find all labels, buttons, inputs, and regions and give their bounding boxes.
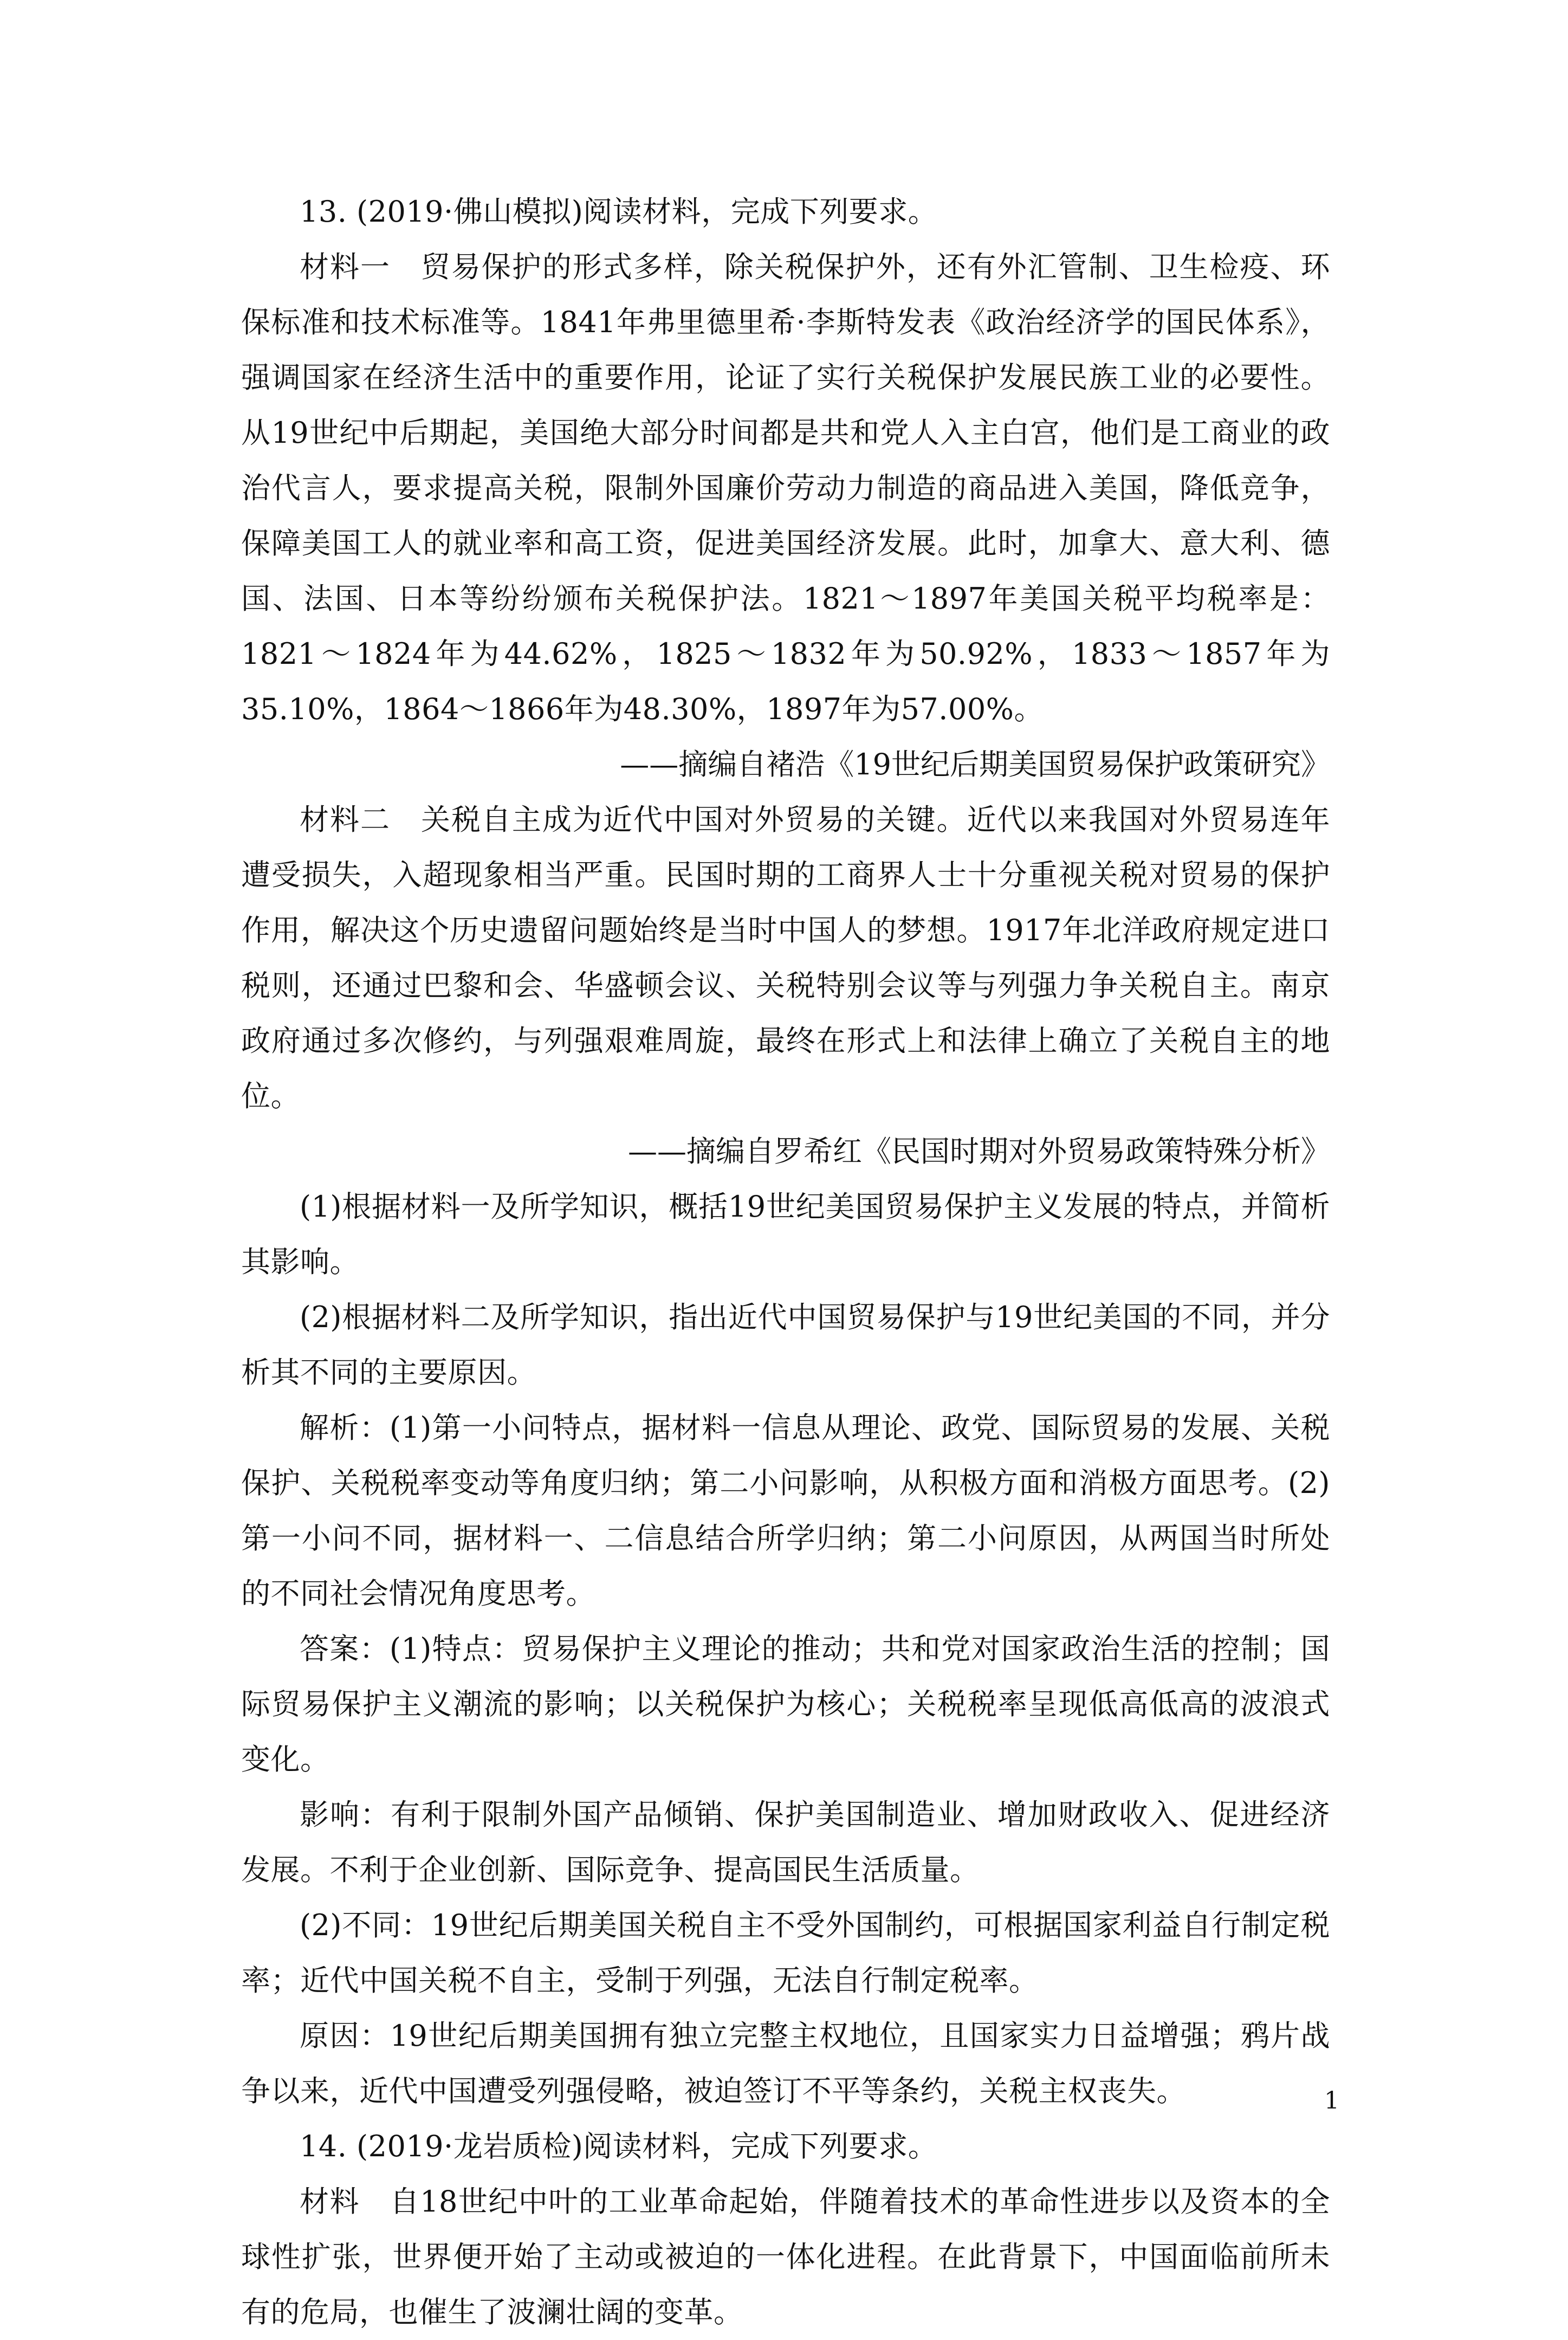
q14-header: 14. (2019·龙岩质检)阅读材料，完成下列要求。 bbox=[300, 2129, 938, 2163]
q13-header: 13. (2019·佛山模拟)阅读材料，完成下列要求。 bbox=[300, 195, 938, 229]
q13-question-1: (1)根据材料一及所学知识，概括19世纪美国贸易保护主义发展的特点，并简析其影响。 bbox=[241, 1190, 1330, 1279]
q13-reason: 原因：19世纪后期美国拥有独立完整主权地位，且国家实力日益增强；鸦片战争以来，近代中国遭受列强侵略，被迫签订不平等条约，关税主权丧失。 bbox=[241, 2019, 1330, 2108]
q13-answer-1: 答案：(1)特点：贸易保护主义理论的推动；共和党对国家政治生活的控制；国际贸易保护主义潮流的影响；以关税保护为核心；关税税率呈现低高低高的波浪式变化。 bbox=[241, 1632, 1330, 1776]
q13-material-2: 材料二 关税自主成为近代中国对外贸易的关键。近代以来我国对外贸易连年遭受损失，入超现象相当严重。民国时期的工商界人士十分重视关税对贸易的保护作用，解决这个历史遗留问题始终是当时中国人的梦想。1917年北洋政府规定进口税则，还通过巴黎和会、华盛顿会议、关税特别会议等与列强力争关税自主。南京政府通过多次修约，与列强艰难周旋，最终在形式上和法律上确立了关税自主的地位。 bbox=[241, 803, 1330, 1113]
q13-answer-2: (2)不同：19世纪后期美国关税自主不受外国制约，可根据国家利益自行制定税率；近代中国关税不自主，受制于列强，无法自行制定税率。 bbox=[241, 1908, 1330, 1998]
q13-impact: 影响：有利于限制外国产品倾销、保护美国制造业、增加财政收入、促进经济发展。不利于企业创新、国际竞争、提高国民生活质量。 bbox=[241, 1798, 1330, 1887]
q13-material-1: 材料一 贸易保护的形式多样，除关税保护外，还有外汇管制、卫生检疫、环保标准和技术标准等。1841年弗里德里希·李斯特发表《政治经济学的国民体系》，强调国家在经济生活中的重要作用，论证了实行关税保护发展民族工业的必要性。从19世纪中后期起，美国绝大部分时间都是共和党人入主白宫，他们是工商业的政治代言人，要求提高关税，限制外国廉价劳动力制造的商品进入美国，降低竞争，保障美国工人的就业率和高工资，促进美国经济发展。此时，加拿大、意大利、德国、法国、日本等纷纷颁布关税保护法。1821～1897年美国关税平均税率是：1821～1824年为44.62%，1825～1832年为50.92%，1833～1857年为35.10%，1864～1866年为48.30%，1897年为57.00%。 bbox=[241, 250, 1330, 726]
q13-source-1: ——摘编自褚浩《19世纪后期美国贸易保护政策研究》 bbox=[620, 747, 1330, 781]
q13-analysis: 解析：(1)第一小问特点，据材料一信息从理论、政党、国际贸易的发展、关税保护、关税税率变动等角度归纳；第二小问影响，从积极方面和消极方面思考。(2)第一小问不同，据材料一、二信息结合所学归纳；第二小问原因，从两国当时所处的不同社会情况角度思考。 bbox=[241, 1411, 1330, 1611]
q13-question-2: (2)根据材料二及所学知识，指出近代中国贸易保护与19世纪美国的不同，并分析其不同的主要原因。 bbox=[241, 1300, 1330, 1389]
page-number: 1 bbox=[1324, 2087, 1339, 2115]
document-body bbox=[241, 184, 1330, 2340]
q13-source-2: ——摘编自罗希红《民国时期对外贸易政策特殊分析》 bbox=[628, 1134, 1330, 1168]
q14-material: 材料 自18世纪中叶的工业革命起始，伴随着技术的革命性进步以及资本的全球性扩张，世界便开始了主动或被迫的一体化进程。在此背景下，中国面临前所未有的危局，也催生了波澜壮阔的变革。 bbox=[241, 2184, 1330, 2329]
